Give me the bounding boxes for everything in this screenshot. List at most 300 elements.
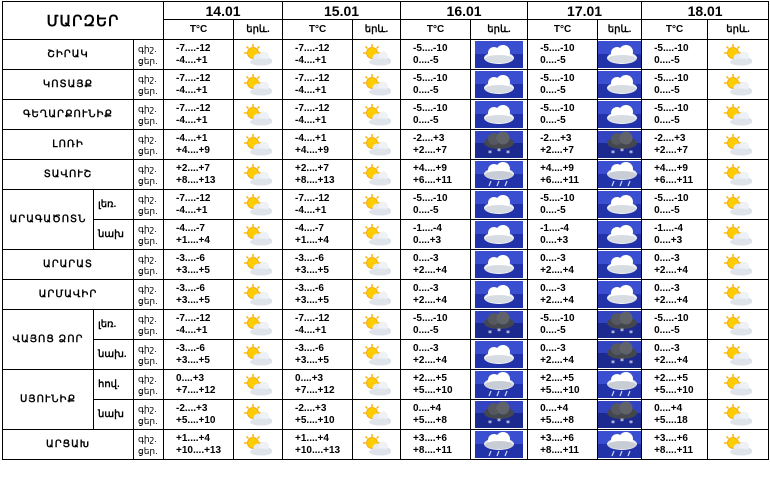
region-row — [3, 190, 769, 220]
svg-text:*: * — [506, 329, 511, 338]
night-temperature: 0....-3 — [540, 282, 566, 294]
sun-cloud-icon — [708, 343, 768, 367]
night-temperature: -3....-6 — [295, 252, 324, 264]
night-temperature: +4....+9 — [413, 162, 447, 174]
night-temperature: 0....-3 — [654, 342, 680, 354]
day-temperature: +8....+11 — [654, 444, 694, 456]
temperature-cell — [401, 100, 471, 130]
day-temperature: 0....-5 — [540, 204, 566, 216]
temperature-cell — [164, 190, 234, 220]
day-temperature: +10....+13 — [295, 444, 341, 456]
night-temperature: -3....-6 — [176, 252, 205, 264]
night-temperature: 0....-3 — [413, 252, 439, 264]
weather-cell — [708, 310, 769, 340]
night-temperature: +2....+7 — [295, 162, 329, 174]
temperature-cell — [528, 250, 598, 280]
day-temperature: +2....+4 — [654, 354, 688, 366]
night-temperature: +4....+9 — [540, 162, 574, 174]
day-temperature: +2....+7 — [413, 144, 447, 156]
subregion-label: հով. — [94, 370, 134, 400]
temp-column-header: T°C — [642, 20, 708, 40]
weather-cell — [471, 40, 528, 70]
day-temperature: +6....+11 — [413, 174, 452, 186]
temperature-cell — [283, 340, 353, 370]
night-label: գիշ. — [138, 343, 157, 354]
sun-cloud-icon — [234, 373, 282, 397]
svg-text:*: * — [629, 419, 634, 428]
day-label: ցեր. — [138, 145, 158, 156]
weather-cell — [598, 250, 642, 280]
subregion-label: նախ — [94, 220, 134, 250]
day-temperature: +1....+4 — [295, 234, 329, 246]
night-label: գիշ. — [138, 373, 157, 384]
day-temperature: +5....+10 — [413, 384, 453, 396]
sun-cloud-icon — [708, 193, 768, 217]
cloud-icon — [598, 191, 641, 218]
svg-text:*: * — [497, 147, 502, 156]
sun-cloud-icon — [234, 343, 282, 367]
time-of-day-labels — [134, 220, 164, 250]
time-of-day-labels — [134, 430, 164, 460]
sun-cloud-icon — [234, 43, 282, 67]
day-label: ցեր. — [138, 415, 158, 426]
time-of-day-labels — [134, 40, 164, 70]
day-temperature: -4....+1 — [176, 114, 208, 126]
sun-cloud-icon — [353, 253, 400, 277]
weather-cell — [598, 400, 642, 430]
weather-column-header: երև. — [598, 20, 642, 40]
weather-cell — [708, 70, 769, 100]
night-temperature: +2....+7 — [176, 162, 210, 174]
day-temperature: +7....+12 — [295, 384, 335, 396]
night-label: գիշ. — [138, 223, 157, 234]
sun-cloud-icon — [708, 313, 768, 337]
cloud-icon — [471, 251, 527, 278]
night-temperature: -7....-12 — [176, 42, 211, 54]
night-temperature: -5....-10 — [654, 312, 689, 324]
weather-cell — [708, 160, 769, 190]
sun-cloud-icon — [353, 133, 400, 157]
night-temperature: -1....-4 — [413, 222, 442, 234]
day-temperature: 0....-5 — [413, 54, 439, 66]
weather-cell — [471, 160, 528, 190]
time-of-day-labels — [134, 250, 164, 280]
weather-cell — [708, 250, 769, 280]
day-temperature: -4....+1 — [295, 54, 327, 66]
cloud-icon — [598, 251, 641, 278]
temperature-cell — [401, 250, 471, 280]
temperature-cell — [528, 70, 598, 100]
sun-cloud-icon — [708, 73, 768, 97]
day-label: ցեր. — [138, 295, 158, 306]
sun-cloud-icon — [708, 373, 768, 397]
day-temperature: 0....-5 — [654, 54, 680, 66]
sun-cloud-icon — [708, 403, 768, 427]
temperature-cell — [401, 130, 471, 160]
snow-cloud-icon — [598, 401, 641, 428]
weather-cell — [471, 70, 528, 100]
cloud-icon — [598, 101, 641, 128]
night-temperature: 0....+4 — [654, 402, 683, 414]
night-temperature: 0....+3 — [295, 372, 324, 384]
sun-cloud-icon — [708, 103, 768, 127]
night-temperature: -5....-10 — [413, 312, 448, 324]
night-temperature: -7....-12 — [176, 312, 211, 324]
night-temperature: -5....-10 — [413, 102, 448, 114]
weather-cell — [471, 100, 528, 130]
rain-cloud-icon — [598, 161, 641, 188]
temperature-cell — [401, 160, 471, 190]
night-temperature: +3....+6 — [540, 432, 574, 444]
temperature-cell — [283, 130, 353, 160]
subregion-label: նախ — [94, 400, 134, 430]
weather-cell — [471, 130, 528, 160]
region-row — [3, 70, 769, 100]
night-temperature: -7....-12 — [176, 72, 211, 84]
sun-cloud-icon — [708, 283, 768, 307]
day-temperature: +3....+5 — [176, 264, 210, 276]
temperature-cell — [401, 220, 471, 250]
sun-cloud-icon — [353, 433, 400, 457]
sun-cloud-icon — [234, 253, 282, 277]
weather-cell — [353, 100, 401, 130]
cloud-icon — [471, 41, 527, 68]
night-temperature: -5....-10 — [654, 42, 689, 54]
snow-cloud-icon — [471, 401, 527, 428]
subregion-label: լեռ. — [94, 310, 134, 340]
sun-cloud-icon — [708, 43, 768, 67]
night-temperature: -4....+1 — [295, 132, 327, 144]
temperature-cell — [283, 250, 353, 280]
night-label: գիշ. — [138, 283, 157, 294]
weather-cell — [353, 160, 401, 190]
snow-cloud-icon — [598, 131, 641, 158]
weather-cell — [708, 130, 769, 160]
temperature-cell — [164, 280, 234, 310]
temperature-cell — [528, 340, 598, 370]
day-label: ցեր. — [138, 235, 158, 246]
day-label: ցեր. — [138, 205, 158, 216]
region-row — [3, 280, 769, 310]
temp-column-header: T°C — [401, 20, 471, 40]
night-temperature: 0....+4 — [413, 402, 442, 414]
night-temperature: 0....-3 — [540, 252, 566, 264]
night-temperature: -5....-10 — [540, 72, 575, 84]
night-temperature: +2....+5 — [540, 372, 574, 384]
night-temperature: +1....+4 — [176, 432, 210, 444]
weather-cell — [598, 310, 642, 340]
weather-cell — [471, 250, 528, 280]
weather-cell — [353, 190, 401, 220]
region-name: ԱՐԱԳԱԾՈՏՆ — [3, 190, 94, 250]
day-temperature: -4....+1 — [176, 84, 208, 96]
day-temperature: +8....+13 — [295, 174, 335, 186]
night-temperature: 0....+3 — [176, 372, 205, 384]
night-temperature: -5....-10 — [540, 102, 575, 114]
region-name: ԿՈՏԱՅՔ — [3, 70, 134, 100]
svg-text:*: * — [611, 329, 616, 338]
weather-cell — [598, 370, 642, 400]
sun-cloud-icon — [353, 403, 400, 427]
weather-cell — [353, 40, 401, 70]
cloud-icon — [598, 71, 641, 98]
weather-cell — [234, 130, 283, 160]
night-temperature: 0....-3 — [654, 282, 680, 294]
temperature-cell — [164, 430, 234, 460]
day-temperature: 0....-5 — [413, 114, 439, 126]
sun-cloud-icon — [234, 163, 282, 187]
night-temperature: -7....-12 — [176, 102, 211, 114]
day-temperature: -4....+1 — [295, 114, 327, 126]
weather-cell — [353, 250, 401, 280]
day-temperature: +2....+4 — [413, 264, 447, 276]
day-temperature: +6....+11 — [654, 174, 694, 186]
time-of-day-labels — [134, 310, 164, 340]
weather-cell — [234, 430, 283, 460]
weather-cell — [708, 370, 769, 400]
night-label: գիշ. — [138, 313, 157, 324]
region-row — [3, 400, 769, 430]
sun-cloud-icon — [708, 133, 768, 157]
temperature-cell — [642, 220, 708, 250]
weather-cell — [708, 220, 769, 250]
day-temperature: +4....+9 — [176, 144, 210, 156]
night-temperature: +3....+6 — [413, 432, 447, 444]
day-label: ցեր. — [138, 175, 158, 186]
day-temperature: 0....+3 — [413, 234, 442, 246]
weather-cell — [471, 400, 528, 430]
sun-cloud-icon — [353, 373, 400, 397]
night-temperature: +4....+9 — [654, 162, 688, 174]
temperature-cell — [401, 430, 471, 460]
night-label: գիշ. — [138, 103, 157, 114]
svg-text:*: * — [497, 327, 502, 336]
day-temperature: +2....+4 — [654, 264, 688, 276]
night-label: գիշ. — [138, 433, 157, 444]
weather-cell — [708, 400, 769, 430]
temperature-cell — [164, 370, 234, 400]
day-temperature: 0....-5 — [654, 204, 680, 216]
snow-cloud-icon — [598, 311, 641, 338]
weather-cell — [708, 430, 769, 460]
temperature-cell — [528, 220, 598, 250]
day-label: ցեր. — [138, 115, 158, 126]
night-temperature: -1....-4 — [654, 222, 683, 234]
day-label: ցեր. — [138, 385, 158, 396]
rain-cloud-icon — [598, 371, 641, 398]
weather-cell — [353, 70, 401, 100]
day-temperature: +3....+5 — [176, 354, 210, 366]
svg-text:*: * — [629, 359, 634, 368]
temperature-cell — [401, 280, 471, 310]
day-label: ցեր. — [138, 445, 158, 456]
weather-cell — [353, 400, 401, 430]
cloud-icon — [471, 101, 527, 128]
night-label: գիշ. — [138, 43, 157, 54]
sun-cloud-icon — [353, 193, 400, 217]
weather-cell — [598, 70, 642, 100]
day-temperature: 0....-5 — [540, 114, 566, 126]
regions-header: ՄԱՐԶԵՐ — [3, 2, 164, 40]
night-temperature: +2....+5 — [413, 372, 447, 384]
night-temperature: 0....-3 — [540, 342, 566, 354]
temperature-cell — [401, 70, 471, 100]
sun-cloud-icon — [353, 313, 400, 337]
region-row — [3, 370, 769, 400]
night-temperature: -2....+3 — [540, 132, 572, 144]
rain-cloud-icon — [471, 161, 527, 188]
temperature-cell — [283, 70, 353, 100]
weather-cell — [708, 190, 769, 220]
svg-text:*: * — [629, 149, 634, 158]
svg-text:*: * — [629, 329, 634, 338]
weather-cell — [234, 310, 283, 340]
weather-cell — [598, 430, 642, 460]
temperature-cell — [528, 400, 598, 430]
region-row — [3, 220, 769, 250]
date-header: 15.01 — [283, 2, 401, 20]
time-of-day-labels — [134, 130, 164, 160]
temperature-cell — [528, 160, 598, 190]
sun-cloud-icon — [353, 43, 400, 67]
night-temperature: -5....-10 — [654, 192, 689, 204]
day-temperature: 0....-5 — [654, 84, 680, 96]
rain-cloud-icon — [471, 431, 527, 458]
temperature-cell — [283, 310, 353, 340]
subregion-label: լեռ. — [94, 190, 134, 220]
day-label: ցեր. — [138, 265, 158, 276]
temperature-cell — [528, 310, 598, 340]
time-of-day-labels — [134, 160, 164, 190]
sun-cloud-icon — [708, 163, 768, 187]
temperature-cell — [283, 430, 353, 460]
day-label: ցեր. — [138, 325, 158, 336]
day-temperature: +5....+10 — [540, 384, 580, 396]
sun-cloud-icon — [353, 103, 400, 127]
night-temperature: -7....-12 — [295, 192, 330, 204]
temperature-cell — [401, 190, 471, 220]
date-header: 14.01 — [164, 2, 283, 20]
temperature-cell — [642, 430, 708, 460]
sun-cloud-icon — [708, 433, 768, 457]
temperature-cell — [642, 130, 708, 160]
temperature-cell — [642, 310, 708, 340]
region-row — [3, 430, 769, 460]
sun-cloud-icon — [234, 133, 282, 157]
time-of-day-labels — [134, 190, 164, 220]
sun-cloud-icon — [234, 223, 282, 247]
region-row — [3, 100, 769, 130]
weather-cell — [598, 280, 642, 310]
temperature-cell — [283, 190, 353, 220]
night-temperature: -7....-12 — [295, 42, 330, 54]
temperature-cell — [642, 160, 708, 190]
cloud-icon — [471, 71, 527, 98]
day-temperature: 0....-5 — [413, 204, 439, 216]
time-of-day-labels — [134, 340, 164, 370]
region-name: ՎԱՅՈՑ ՁՈՐ — [3, 310, 94, 370]
weather-cell — [471, 430, 528, 460]
temperature-cell — [164, 220, 234, 250]
sun-cloud-icon — [234, 73, 282, 97]
day-temperature: +8....+11 — [413, 444, 452, 456]
day-temperature: 0....+3 — [540, 234, 569, 246]
temperature-cell — [164, 400, 234, 430]
sun-cloud-icon — [234, 193, 282, 217]
temp-column-header: T°C — [283, 20, 353, 40]
sun-cloud-icon — [234, 403, 282, 427]
temperature-cell — [164, 340, 234, 370]
temperature-cell — [642, 100, 708, 130]
weather-cell — [471, 310, 528, 340]
svg-text:*: * — [488, 149, 493, 158]
sun-cloud-icon — [234, 313, 282, 337]
night-label: գիշ. — [138, 133, 157, 144]
day-temperature: +8....+13 — [176, 174, 216, 186]
day-label: ցեր. — [138, 355, 158, 366]
night-temperature: +1....+4 — [295, 432, 329, 444]
weather-cell — [353, 130, 401, 160]
snow-cloud-icon — [471, 131, 527, 158]
weather-cell — [234, 100, 283, 130]
night-temperature: -3....-6 — [176, 342, 205, 354]
night-temperature: -3....-6 — [176, 282, 205, 294]
snow-cloud-icon — [471, 311, 527, 338]
region-row — [3, 160, 769, 190]
cloud-icon — [598, 281, 641, 308]
sun-cloud-icon — [234, 103, 282, 127]
svg-text:*: * — [506, 149, 511, 158]
svg-text:*: * — [488, 419, 493, 428]
cloud-icon — [471, 341, 527, 368]
weather-cell — [471, 280, 528, 310]
day-temperature: -4....+1 — [295, 84, 327, 96]
weather-cell — [708, 40, 769, 70]
temperature-cell — [164, 100, 234, 130]
region-row — [3, 340, 769, 370]
night-label: գիշ. — [138, 163, 157, 174]
temperature-cell — [528, 370, 598, 400]
night-label: գիշ. — [138, 73, 157, 84]
cloud-icon — [471, 191, 527, 218]
weather-cell — [598, 40, 642, 70]
temperature-cell — [283, 160, 353, 190]
night-temperature: -5....-10 — [654, 72, 689, 84]
region-name: ԼՈՌԻ — [3, 130, 134, 160]
weather-cell — [598, 220, 642, 250]
temperature-cell — [401, 340, 471, 370]
day-temperature: 0....-5 — [540, 84, 566, 96]
night-label: գիշ. — [138, 193, 157, 204]
day-temperature: +5....+8 — [413, 414, 447, 426]
day-temperature: -4....+1 — [176, 204, 208, 216]
temperature-cell — [283, 220, 353, 250]
weather-cell — [353, 280, 401, 310]
weather-cell — [471, 340, 528, 370]
day-temperature: +2....+7 — [654, 144, 688, 156]
night-temperature: -7....-12 — [295, 312, 330, 324]
night-temperature: -5....-10 — [413, 72, 448, 84]
region-row — [3, 40, 769, 70]
day-temperature: 0....-5 — [413, 84, 439, 96]
temp-column-header: T°C — [528, 20, 598, 40]
temperature-cell — [283, 100, 353, 130]
time-of-day-labels — [134, 70, 164, 100]
weather-cell — [353, 430, 401, 460]
temperature-cell — [642, 280, 708, 310]
weather-column-header: երև. — [234, 20, 283, 40]
temperature-cell — [283, 40, 353, 70]
